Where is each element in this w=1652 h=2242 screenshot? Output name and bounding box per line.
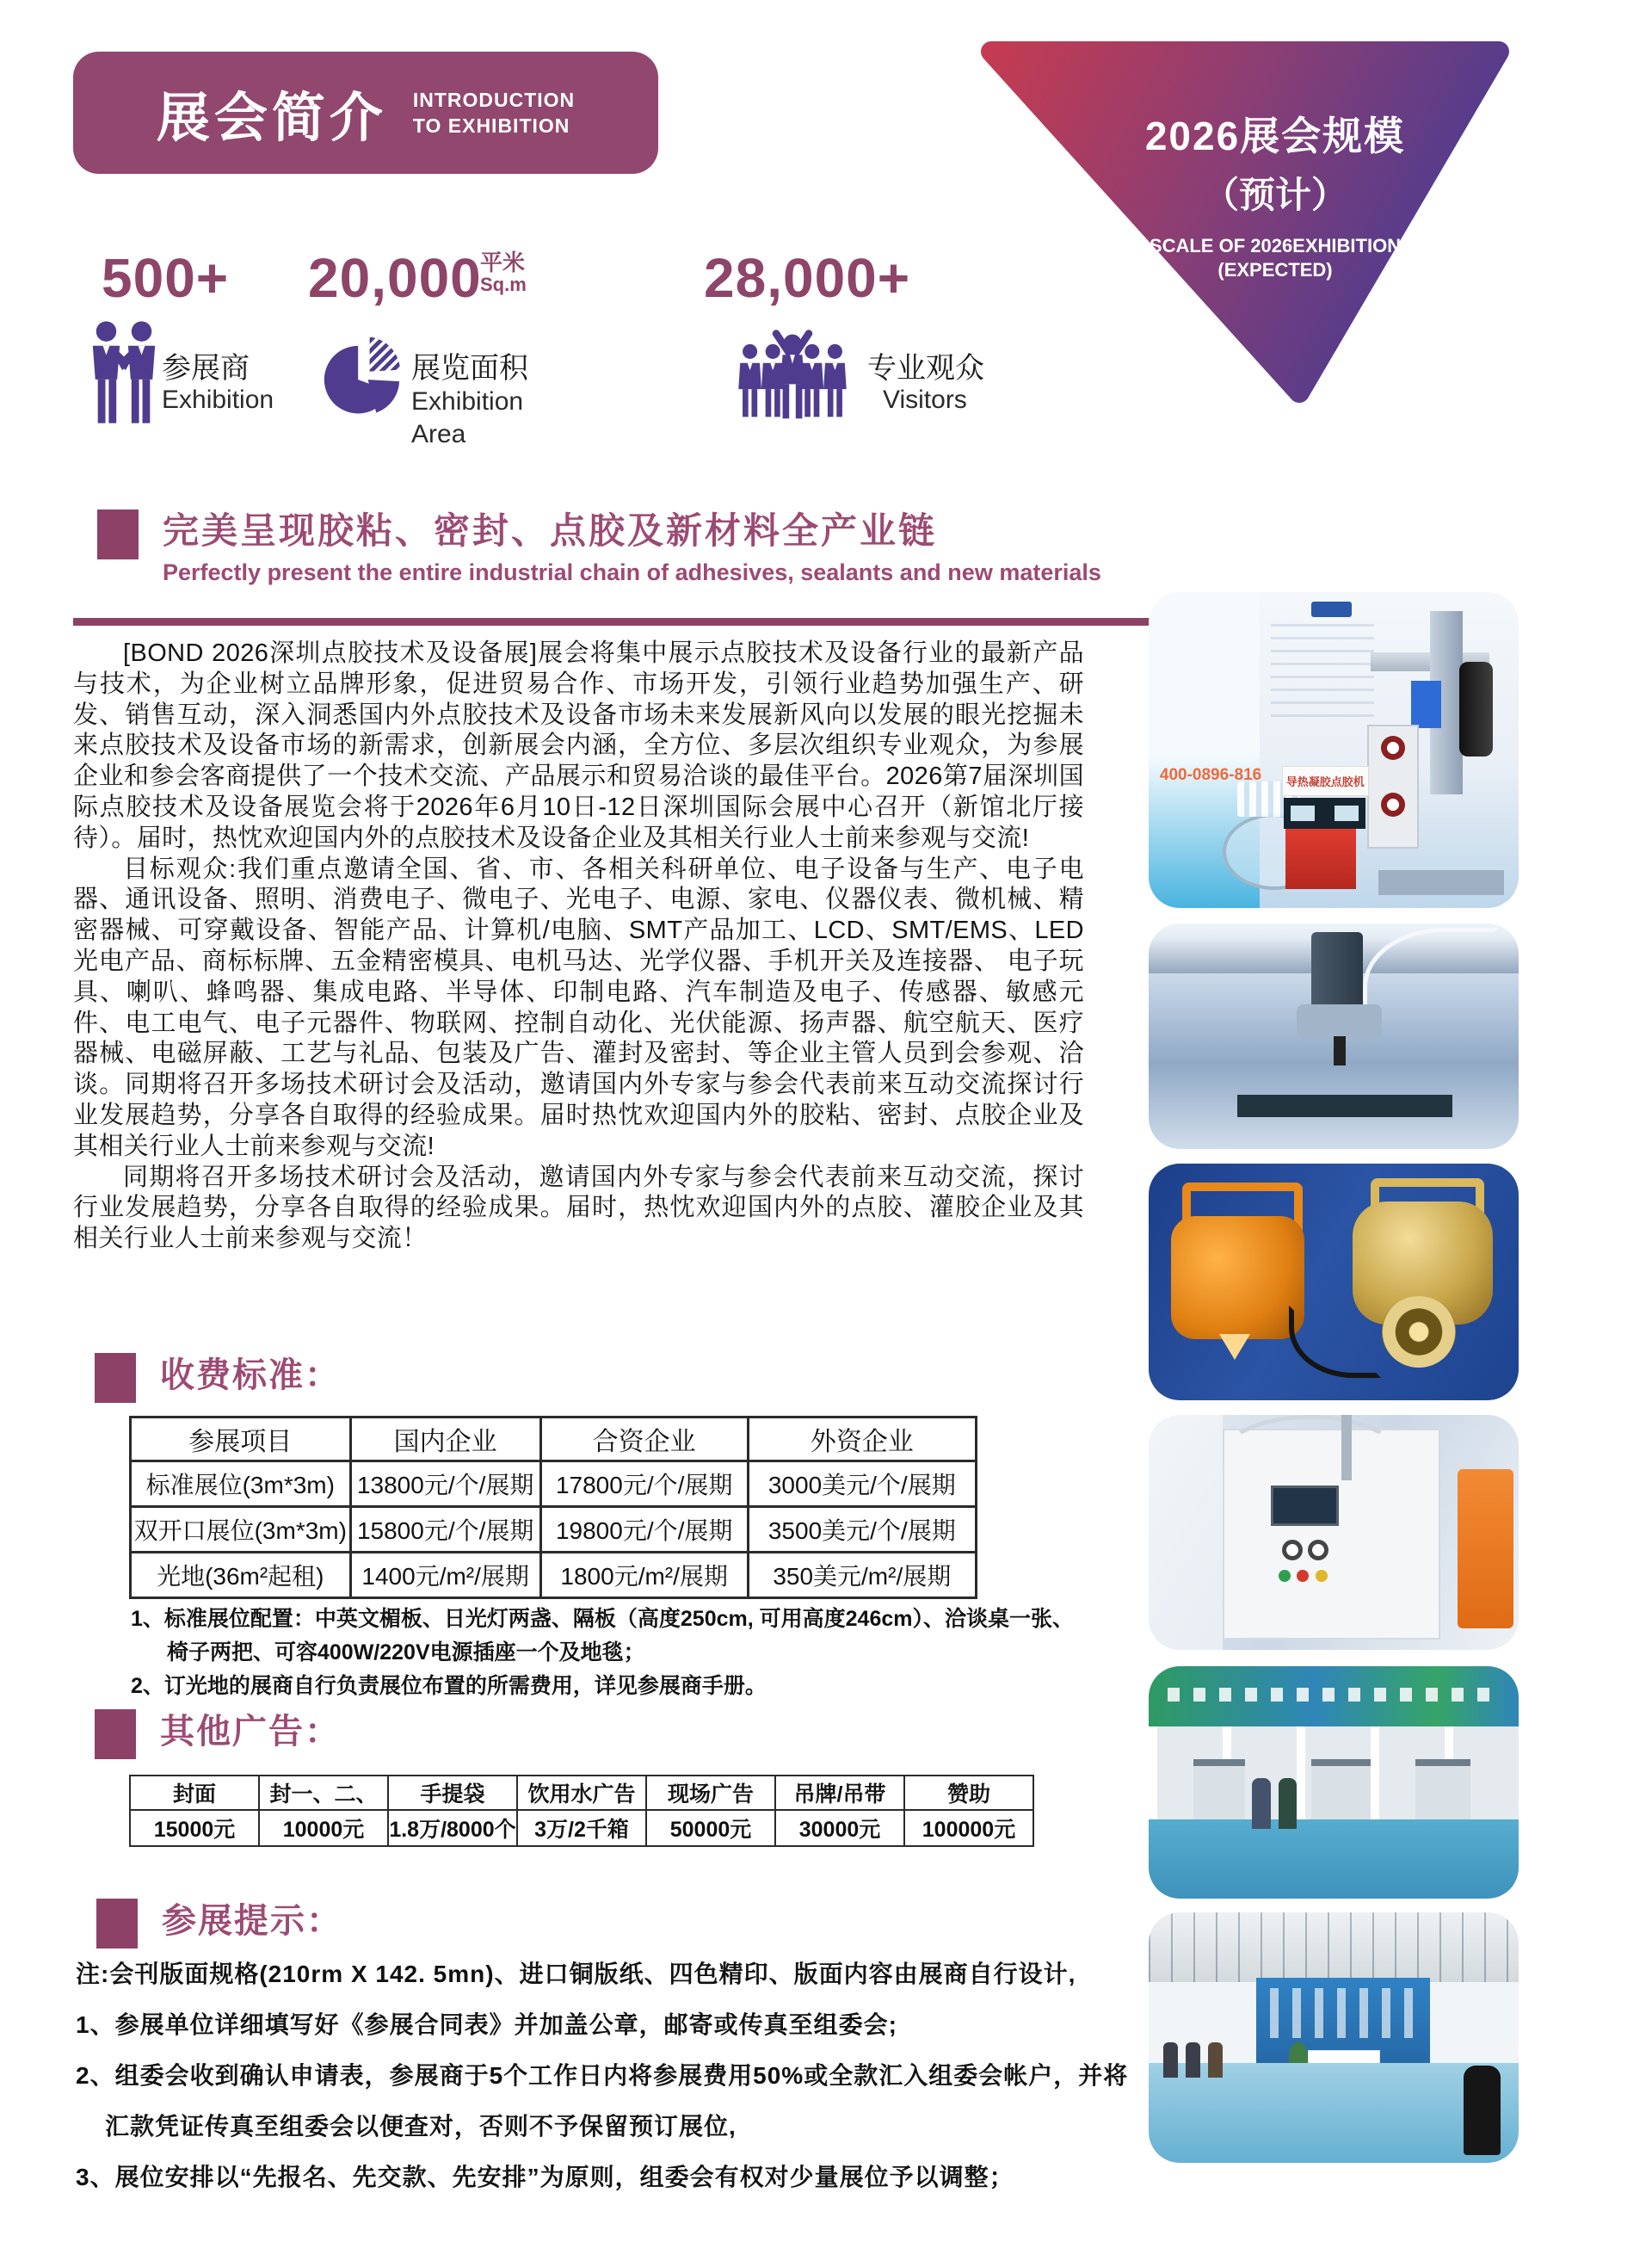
ads-value-cell: 10000元 [259,1810,388,1846]
fee-header-cell: 外资企业 [748,1417,976,1461]
ads-value-cell: 15000元 [130,1810,259,1846]
scale-title-en2: (EXPECTED) [1217,259,1333,281]
photo-dispensing-control-machine [1149,1415,1519,1650]
tips-header [96,1899,342,1949]
fee-header-cell: 合资企业 [540,1417,748,1461]
banner-en-line1: INTRODUCTION [412,89,576,111]
photo6-walking-person [1464,2066,1501,2156]
scale-title-zh: 2026展会规模 [1144,114,1406,158]
fee-table-header-row [131,1417,977,1461]
square-bullet-icon [95,1709,136,1759]
square-bullet-icon [97,510,139,559]
fee-cell: 15800元/个/展期 [350,1507,540,1553]
fee-table-row [131,1507,977,1553]
intro-paragraph: 同期将召开多场技术研讨会及活动，邀请国内外专家与参会代表前来互动交流，探讨行业发展趋势，分享各自取得的经验成果。届时，热忱欢迎国内外的点胶、灌胶企业及其相关行业人士前来参观与交流！ [73,1163,1084,1253]
photo4-gauge [1282,1540,1303,1560]
photo-gold-dispensing-valves [1149,1164,1519,1400]
handshake-businessmen-icon [86,320,162,425]
ads-header-cell: 饮用水广告 [517,1776,646,1810]
fee-cell: 17800元/个/展期 [540,1461,748,1507]
photo5-machine [1193,1759,1245,1822]
ads-value-cell: 1.8万/8000个 [388,1810,517,1846]
photo6-visitor [1163,2042,1178,2078]
fee-cell: 350美元/m²/展期 [748,1553,976,1598]
photo1-phone-number: 400-0896-816 [1159,765,1262,784]
ads-header-cell: 吊牌/吊带 [775,1776,904,1810]
fee-cell: 双开口展位(3m*3m) [131,1507,351,1553]
photo4-button [1316,1570,1328,1582]
tagline-title: 完美呈现胶粘、密封、点胶及新材料全产业链 [163,510,938,551]
stat-exhibitors-label-zh: 参展商 [162,352,250,385]
tagline-header [97,510,937,559]
tips-text [76,1955,1147,2209]
fee-cell: 1400元/m²/展期 [350,1553,540,1598]
fee-cell: 13800元/个/展期 [350,1461,540,1507]
fees-header [95,1353,341,1403]
tips-line: 3、展位安排以“先报名、先交款、先安排”为原则，组委会有权对少量展位予以调整； [76,2164,1014,2190]
photo6-visitor [1186,2042,1200,2078]
fee-cell: 19800元/个/展期 [540,1507,748,1553]
photo1-robot-head [1411,681,1440,728]
photo-exhibition-booths [1149,1666,1519,1899]
photo2-clamp [1297,1004,1382,1038]
scale-triangle-text [1086,105,1464,282]
ads-header-cell: 封面 [130,1776,259,1810]
stat-area-label-en: Exhibition Area [411,387,524,448]
photo5-visitor [1252,1778,1271,1829]
pie-chart-icon [322,330,401,435]
ads-header-cell: 现场广告 [646,1776,775,1810]
ads-table-value-row [130,1810,1033,1846]
photo-booth-dispensing-demo [1149,592,1519,908]
ads-value-cell: 50000元 [646,1810,775,1846]
stat-visitors-label-zh: 专业观众 [867,352,984,385]
stat-area-unit [480,251,527,296]
ads-value-cell: 3万/2千箱 [517,1810,646,1846]
photo1-sign: 导热凝胶点胶机 [1282,766,1369,796]
photo4-gauge [1308,1540,1328,1560]
photo3-cable [1289,1306,1381,1378]
photo1-red-machine [1285,829,1356,889]
square-bullet-icon [95,1353,136,1403]
ads-value-cell: 30000元 [775,1810,904,1846]
photo-dispensing-head-closeup [1149,923,1519,1149]
photo4-hose [1223,1415,1398,1494]
ads-header [95,1709,341,1759]
photo1-black-cylinder [1459,662,1493,757]
fee-header-cell: 国内企业 [350,1417,540,1461]
photo6-visitor [1208,2042,1223,2078]
photo1-logo [1311,602,1352,617]
fee-note-line: 1、标准展位配置：中英文楣板、日光灯两盏、隔板（高度250cm, 可用高度246cm）、洽谈桌一张、 [131,1607,1074,1631]
scale-title-zh2: （预计） [1202,175,1347,215]
ads-header-cell: 封一、二、 [259,1776,388,1810]
fee-cell: 3000美元/个/展期 [748,1461,976,1507]
fee-cell: 标准展位(3m*3m) [131,1461,351,1507]
stat-exhibitors-value: 500+ [102,247,230,309]
fee-cell: 1800元/m²/展期 [540,1553,748,1598]
tips-title: 参展提示： [162,1902,342,1940]
intro-banner [73,52,658,174]
square-bullet-icon [96,1899,138,1949]
tips-line: 汇款凭证传真至组委会以便查对，否则不予保留预订展位, [105,2113,737,2140]
fee-cell: 光地(36m²起租) [131,1553,351,1598]
fee-cell: 3500美元/个/展期 [748,1507,976,1553]
stat-visitors-value: 28,000+ [704,247,911,309]
introduction-text [73,639,1084,1255]
crowd-icon [727,329,858,420]
photo1-gauge-panel [1367,725,1419,848]
stat-area-unit-en: Sq.m [480,274,527,295]
photo5-machine [1415,1759,1471,1822]
fee-header-cell: 参展项目 [131,1417,351,1461]
fee-note-line: 椅子两把、可容400W/220V电源插座一个及地毯； [167,1640,645,1665]
tips-line: 2、组委会收到确认申请表，参展商于5个工作日内将参展费用50%或全款汇入组委会帐户，并将 [76,2062,1129,2089]
photo3-right-nozzle-ring [1382,1296,1456,1368]
ads-value-cell: 100000元 [904,1810,1033,1846]
photo3-left-valve [1171,1216,1304,1339]
banner-title-en [413,87,575,139]
photo4-pipe [1341,1415,1353,1480]
ads-header-cell: 手提袋 [388,1776,517,1810]
stat-area-value: 20,000 [308,247,482,309]
fee-note-line: 2、订光地的展商自行负责展位布置的所需费用，详见参展商手册。 [131,1674,767,1698]
photo5-floor [1149,1819,1519,1899]
photo4-orange-door [1458,1469,1513,1629]
banner-en-line2: TO EXHIBITION [412,114,570,137]
photo6-truss-ceiling [1149,1912,1519,1982]
tagline-subtitle: Perfectly present the entire industrial chain of adhesives, sealants and new materials [163,559,1101,585]
scale-title-en1: SCALE OF 2026EXHIBITION [1149,235,1402,256]
photo1-poster-text [1271,624,1374,725]
photo2-nozzle [1334,1036,1346,1065]
stat-area-label-zh: 展览面积 [411,352,528,385]
stat-visitors-label-en: Visitors [883,386,967,414]
intro-paragraph: 目标观众:我们重点邀请全国、省、市、各相关科研单位、电子设备与生产、电子电器、通讯设备、照明、消费电子、微电子、光电子、电源、家电、仪器仪表、微机械、精密器械、可穿戴设备、智能产品、计算机/电脑、SMT产品加工、LCD、SMT/EMS、LED光电产品、商标标牌、五金精密模具、电机马达、光学仪器、手机开关及连接器、 电子玩具、喇叭、蜂鸣器、集成电路、半导体、印制电路、汽车制造及电子、传感器、敏感元件、电工电气、电子元器件、物联网、控制自动化、光伏能源、扬声器、航空航天、医疗器械、电磁屏蔽、工艺与礼品、包装及广告、灌封及密封、等企业主管人员到会参观、洽谈。同期将召开多场技术研讨会及活动，邀请国内外专家与参会代表前来互动交流探讨行业发展趋势，分享各自取得的经验成果。届时热忱欢迎国内外的胶粘、密封、点胶企业及其相关行业人士前来参观与交流! [73,855,1084,1160]
photo1-controller [1284,798,1365,830]
photo4-screen [1271,1485,1339,1526]
photo3-left-nozzle [1219,1334,1250,1360]
photo5-machine [1311,1759,1371,1822]
photo5-banner-band [1149,1666,1519,1726]
ads-table-header-row [130,1776,1033,1810]
fee-table-row [131,1553,977,1598]
photo5-visitor [1279,1778,1298,1829]
fees-title: 收费标准： [160,1356,341,1394]
intro-paragraph: [BOND 2026深圳点胶技术及设备展]展会将集中展示点胶技术及设备行业的最新产品与技术，为企业树立品牌形象，促进贸易合作、市场开发，引领行业趋势加强生产、研发、销售互动，深入洞悉国内外点胶技术及设备市场未来发展新风向以发展的眼光挖掘未来点胶技术及设备市场的新需求，创新展会内涵，全方位、多层次组织专业观众，为参展企业和参会客商提供了一个技术交流、产品展示和贸易洽谈的最佳平台。2026第7届深圳国际点胶技术及设备展览会将于2026年6月10日-12日深圳国际会展中心召开（新馆北厅接待）。届时，热忱欢迎国内外的点胶技术及设备企业及其相关行业人士前来参观与交流! [73,639,1084,852]
fee-table [129,1416,977,1599]
stat-exhibitors-label-en: Exhibition [162,386,274,414]
banner-title-zh: 展会简介 [156,88,387,148]
tips-line: 1、参展单位详细填写好《参展合同表》并加盖公章，邮寄或传真至组委会; [76,2011,897,2038]
ads-title: 其他广告： [160,1713,341,1751]
photo-exhibition-hall-overview [1149,1912,1519,2163]
photo4-button [1279,1570,1291,1582]
tips-line: 注:会刊版面规格(210rm X 142. 5mn)、进口铜版纸、四色精印、版面内容由展商自行设计, [76,1961,1076,1987]
fee-notes [131,1603,1086,1703]
photo2-base-plate [1237,1095,1452,1117]
stat-area-unit-zh: 平米 [480,250,526,275]
ads-table [129,1775,1034,1847]
photo4-blur [1149,1415,1223,1650]
ads-header-cell: 赞助 [904,1776,1033,1810]
photo1-worktable [1378,870,1504,895]
fee-table-row [131,1461,977,1507]
